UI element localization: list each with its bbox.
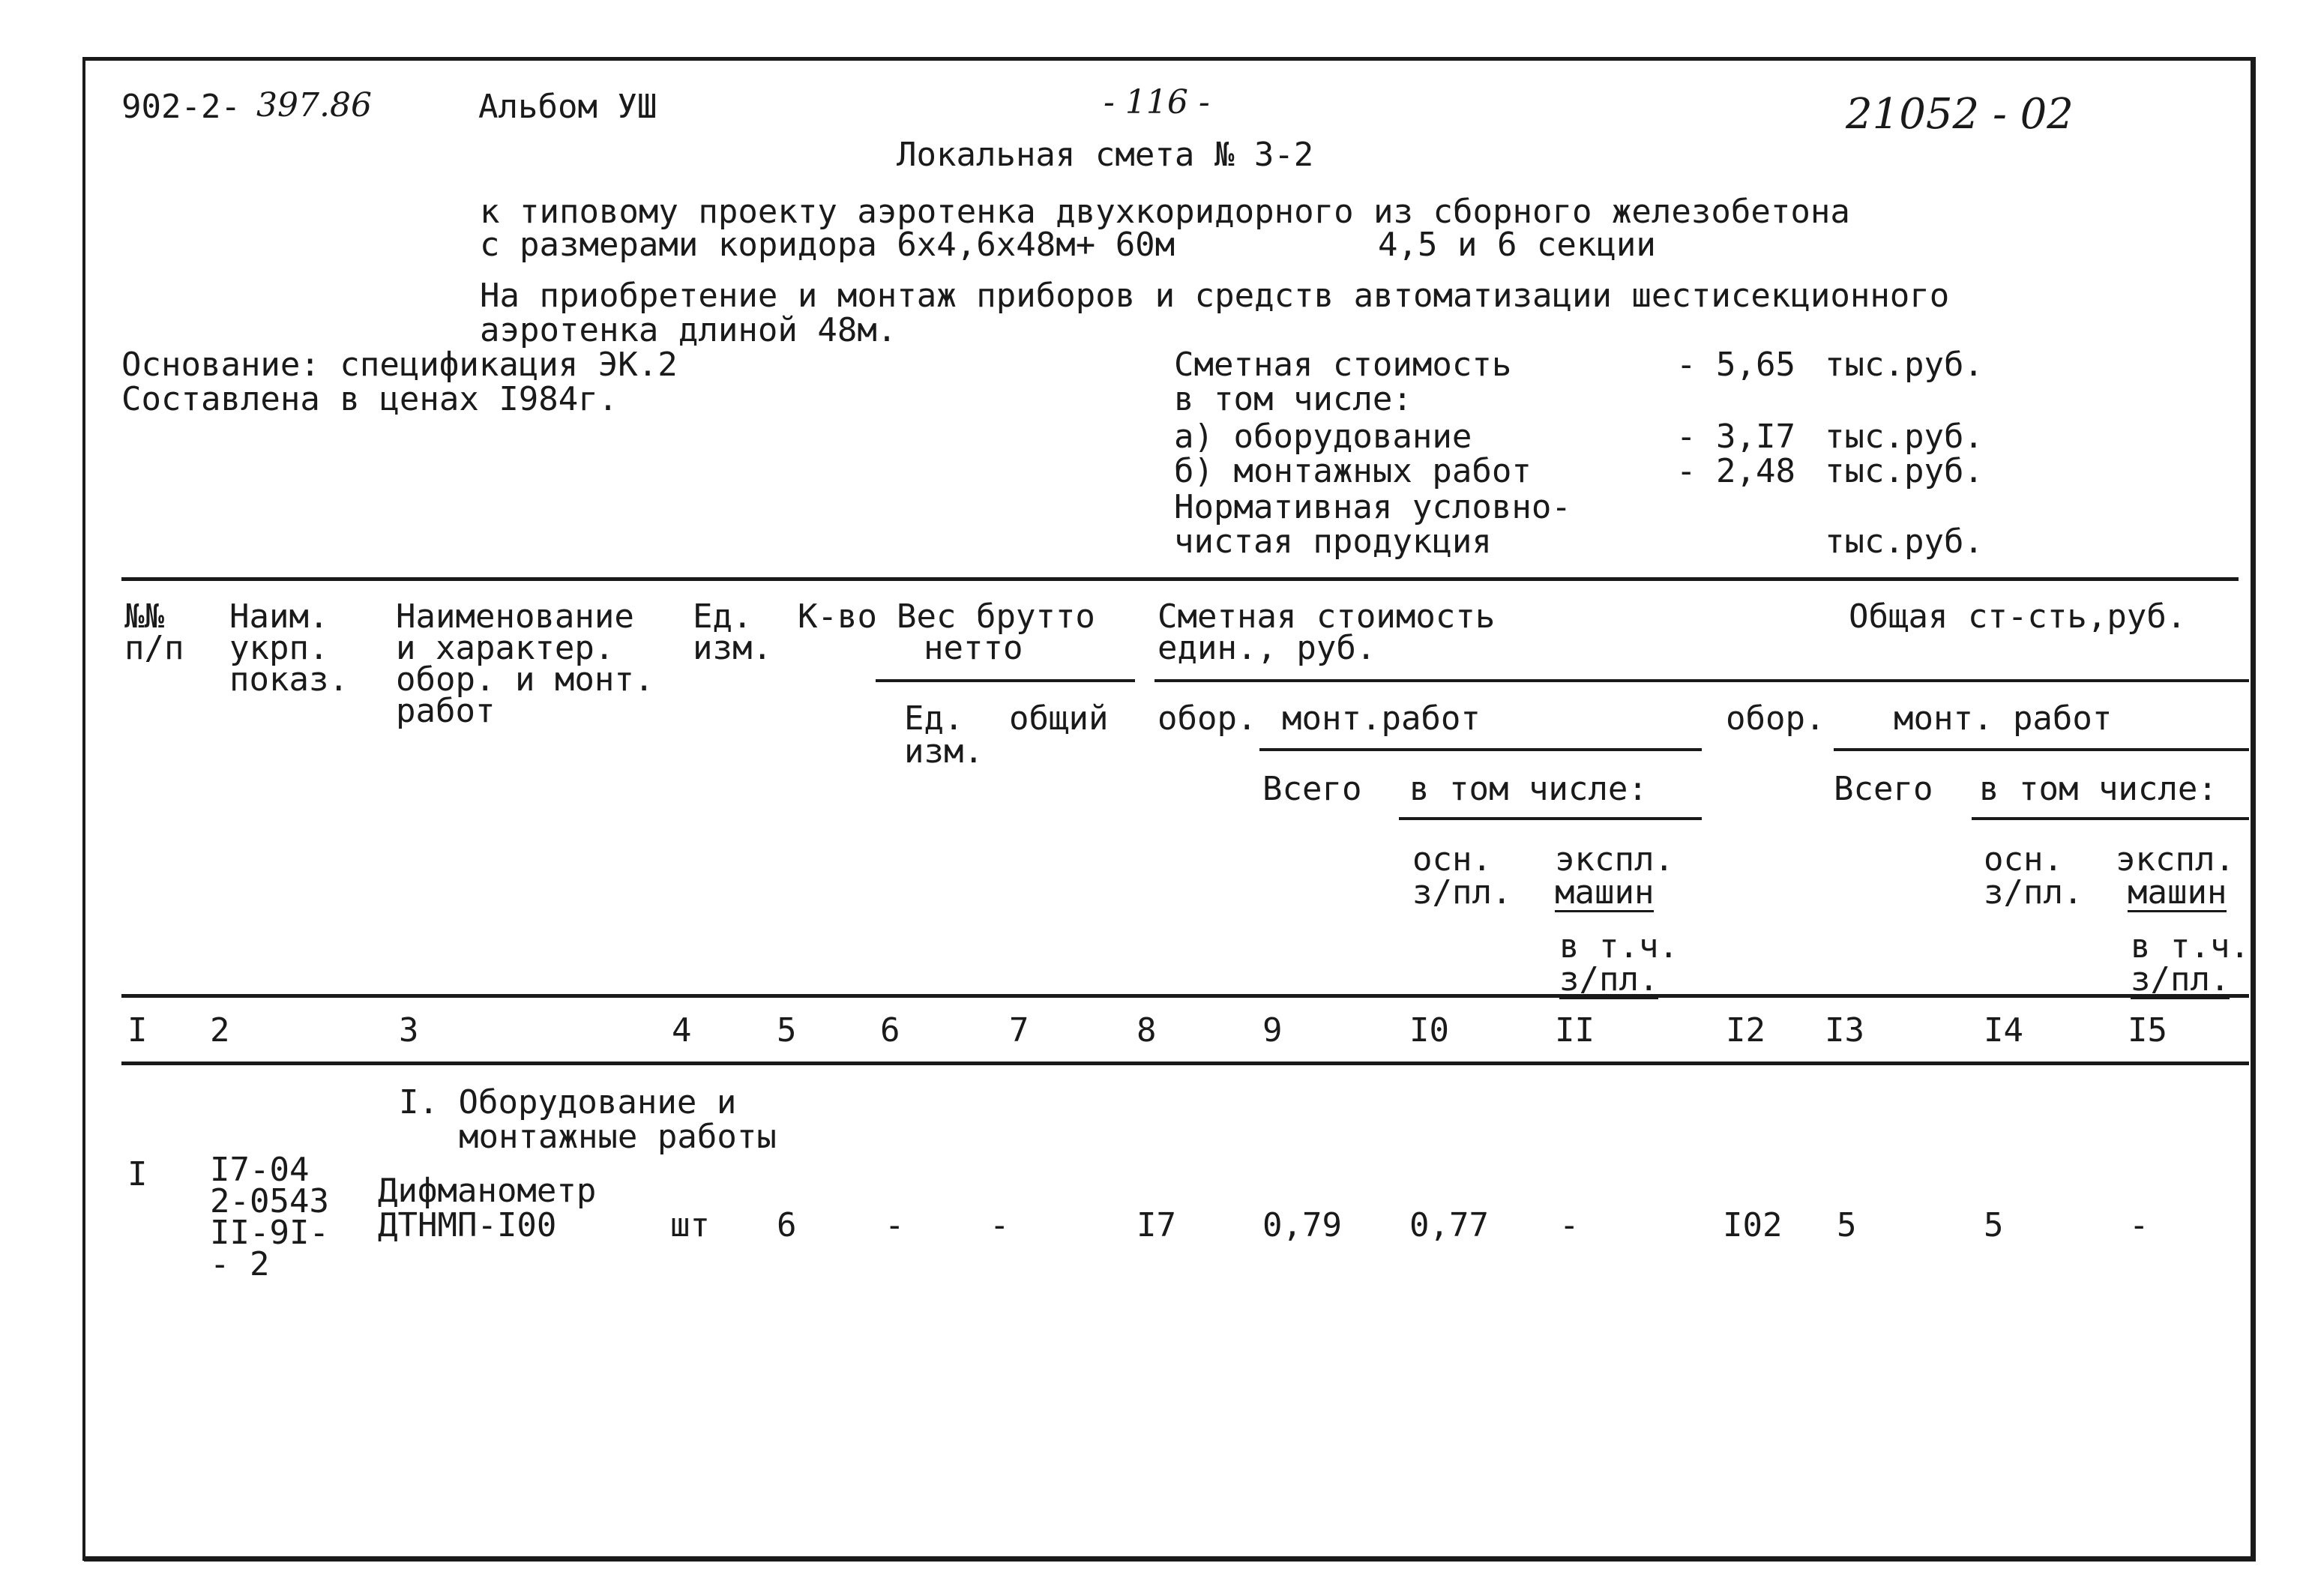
- equipment-cost-unit: тыс.руб.: [1825, 418, 1984, 456]
- total-salary-header-2: з/пл.: [1984, 873, 2083, 912]
- row-unit: шт: [670, 1206, 710, 1244]
- column-number: 6: [880, 1011, 900, 1050]
- unit-total-header: Всего: [1262, 770, 1362, 808]
- section-title-1: I. Оборудование и: [399, 1083, 737, 1121]
- unit-installation-header: монт.работ: [1282, 699, 1481, 738]
- column-number: I4: [1984, 1011, 2023, 1050]
- album-label: Альбом УШ: [478, 88, 657, 126]
- col-unit-header-1: Ед.: [693, 597, 753, 636]
- unit-salary-header-2: з/пл.: [1412, 873, 1512, 912]
- header-rule-cost: [1154, 679, 2249, 682]
- row-unit-installation: 0,79: [1262, 1206, 1342, 1244]
- subtitle-sections: 4,5 и 6 секции: [1378, 226, 1656, 264]
- col-num-header-1: №№: [124, 597, 164, 636]
- unit-machines-header-1: экспл.: [1555, 840, 1674, 879]
- row-total-installation: 5: [1837, 1206, 1857, 1244]
- column-number: II: [1555, 1011, 1595, 1050]
- equipment-cost-value: - 3,I7: [1676, 418, 1795, 456]
- col-num-header-2: п/п: [124, 629, 184, 667]
- column-number: I: [127, 1011, 148, 1050]
- doc-code-prefix: 902-2-: [121, 88, 241, 126]
- total-cost-label: Сметная стоимость: [1174, 346, 1512, 384]
- row-quantity: 6: [777, 1206, 797, 1244]
- unit-machines-salary-header-2: з/пл.: [1559, 960, 1659, 999]
- total-machines-header-2: машин: [2128, 873, 2227, 912]
- col-weight-unit-header-1: Ед.: [904, 699, 964, 738]
- row-weight-total: -: [990, 1206, 1010, 1244]
- header-rule-incl: [1399, 817, 1702, 820]
- row-code-4: - 2: [210, 1245, 270, 1283]
- total-incl-header: в том числе:: [1979, 770, 2218, 808]
- page-number: - 116 -: [1104, 83, 1210, 121]
- total-total-header: Всего: [1834, 770, 1933, 808]
- column-number: 4: [672, 1011, 692, 1050]
- row-unit-salary: 0,77: [1409, 1206, 1489, 1244]
- col-weight-total-header: общий: [1009, 699, 1109, 738]
- row-total-equipment: I02: [1723, 1206, 1783, 1244]
- row-name-2: ДТНМП-I00: [378, 1206, 557, 1244]
- normative-label-2: чистая продукция: [1174, 523, 1492, 561]
- doc-code-handwritten: 397.86: [256, 86, 372, 124]
- unit-cost-header-2: един., руб.: [1157, 629, 1376, 667]
- row-code-1: I7-04: [210, 1151, 310, 1189]
- col-weight-header-2: нетто: [924, 629, 1023, 667]
- document-id: 21052 - 02: [1846, 90, 2074, 139]
- col-unit-header-2: изм.: [693, 629, 772, 667]
- installation-cost-value: - 2,48: [1676, 452, 1795, 490]
- page-title: Локальная смета № 3-2: [897, 136, 1314, 174]
- col-code-header-1: Наим.: [229, 597, 329, 636]
- top-border: [84, 57, 2251, 61]
- header-rule-weight: [876, 679, 1135, 682]
- total-equipment-header: обор.: [1726, 699, 1825, 738]
- col-name-header-3: обор. и монт.: [396, 660, 654, 699]
- column-number: I5: [2128, 1011, 2167, 1050]
- col-name-header-4: работ: [396, 692, 496, 730]
- unit-equipment-header: обор.: [1157, 699, 1257, 738]
- installation-cost-label: б) монтажных работ: [1174, 452, 1532, 490]
- header-rule-incl2: [1972, 817, 2249, 820]
- total-salary-header-1: осн.: [1984, 840, 2063, 879]
- total-cost-value: - 5,65: [1676, 346, 1795, 384]
- table-top-rule: [121, 577, 2239, 581]
- row-code-2: 2-0543: [210, 1182, 329, 1220]
- purpose-line-2: аэротенка длиной 48м.: [480, 311, 897, 349]
- unit-salary-header-1: осн.: [1412, 840, 1492, 879]
- column-number: 9: [1262, 1011, 1283, 1050]
- col-qty-header: К-во: [798, 597, 877, 636]
- total-machines-salary-header-1: в т.ч.: [2131, 927, 2250, 966]
- unit-machines-salary-header-1: в т.ч.: [1559, 927, 1679, 966]
- column-number: 5: [777, 1011, 797, 1050]
- total-machines-header-1: экспл.: [2116, 840, 2235, 879]
- column-number: 7: [1009, 1011, 1029, 1050]
- total-cost-unit: тыс.руб.: [1825, 346, 1984, 384]
- row-name-1: Дифманометр: [378, 1172, 597, 1210]
- column-number: I2: [1726, 1011, 1765, 1050]
- subtitle-line-1: к типовому проекту аэротенка двухкоридорного из сборного железобетона: [480, 193, 1850, 231]
- column-number: 2: [210, 1011, 230, 1050]
- col-code-header-3: показ.: [229, 660, 349, 699]
- header-rule-mont: [1259, 748, 1702, 751]
- row-number: I: [127, 1155, 148, 1193]
- basis-line-2: Составлена в ценах I984г.: [121, 380, 618, 418]
- purpose-line-1: На приобретение и монтаж приборов и средств автоматизации шестисекционного: [480, 277, 1950, 315]
- left-border: [82, 57, 85, 1561]
- column-number: I3: [1825, 1011, 1864, 1050]
- total-cost-header: Общая ст-сть,руб.: [1849, 597, 2187, 636]
- basis-line-1: Основание: спецификация ЭК.2: [121, 346, 678, 384]
- row-code-3: II-9I-: [210, 1214, 329, 1252]
- column-number: I0: [1409, 1011, 1449, 1050]
- equipment-cost-label: а) оборудование: [1174, 418, 1472, 456]
- col-weight-header-1: Вес брутто: [897, 597, 1095, 636]
- col-name-header-2: и характер.: [396, 629, 615, 667]
- normative-label-1: Нормативная условно-: [1174, 488, 1571, 526]
- column-number: 3: [399, 1011, 419, 1050]
- unit-cost-header-1: Сметная стоимость: [1157, 597, 1496, 636]
- col-weight-unit-header-2: изм.: [904, 732, 984, 771]
- unit-machines-header-2: машин: [1555, 873, 1655, 912]
- row-unit-equipment: I7: [1137, 1206, 1176, 1244]
- header-rule-mont2: [1834, 748, 2249, 751]
- row-unit-machines: -: [1559, 1206, 1580, 1244]
- col-code-header-2: укрп.: [229, 629, 329, 667]
- row-total-salary: 5: [1984, 1206, 2004, 1244]
- incl-label: в том числе:: [1174, 380, 1412, 418]
- unit-incl-header: в том числе:: [1409, 770, 1648, 808]
- column-numbers-rule: [121, 1062, 2249, 1065]
- column-number: 8: [1137, 1011, 1157, 1050]
- header-bottom-rule: [121, 994, 2249, 998]
- bottom-border: [84, 1556, 2256, 1562]
- col-name-header-1: Наименование: [396, 597, 634, 636]
- total-installation-header: монт. работ: [1894, 699, 2113, 738]
- row-total-machines: -: [2129, 1206, 2149, 1244]
- right-border: [2251, 57, 2256, 1561]
- normative-unit: тыс.руб.: [1825, 523, 1984, 561]
- section-title-2: монтажные работы: [459, 1118, 777, 1156]
- total-machines-salary-header-2: з/пл.: [2131, 960, 2230, 999]
- installation-cost-unit: тыс.руб.: [1825, 452, 1984, 490]
- subtitle-line-2: с размерами коридора 6х4,6х48м+ 60м: [480, 226, 1175, 264]
- row-weight-unit: -: [885, 1206, 905, 1244]
